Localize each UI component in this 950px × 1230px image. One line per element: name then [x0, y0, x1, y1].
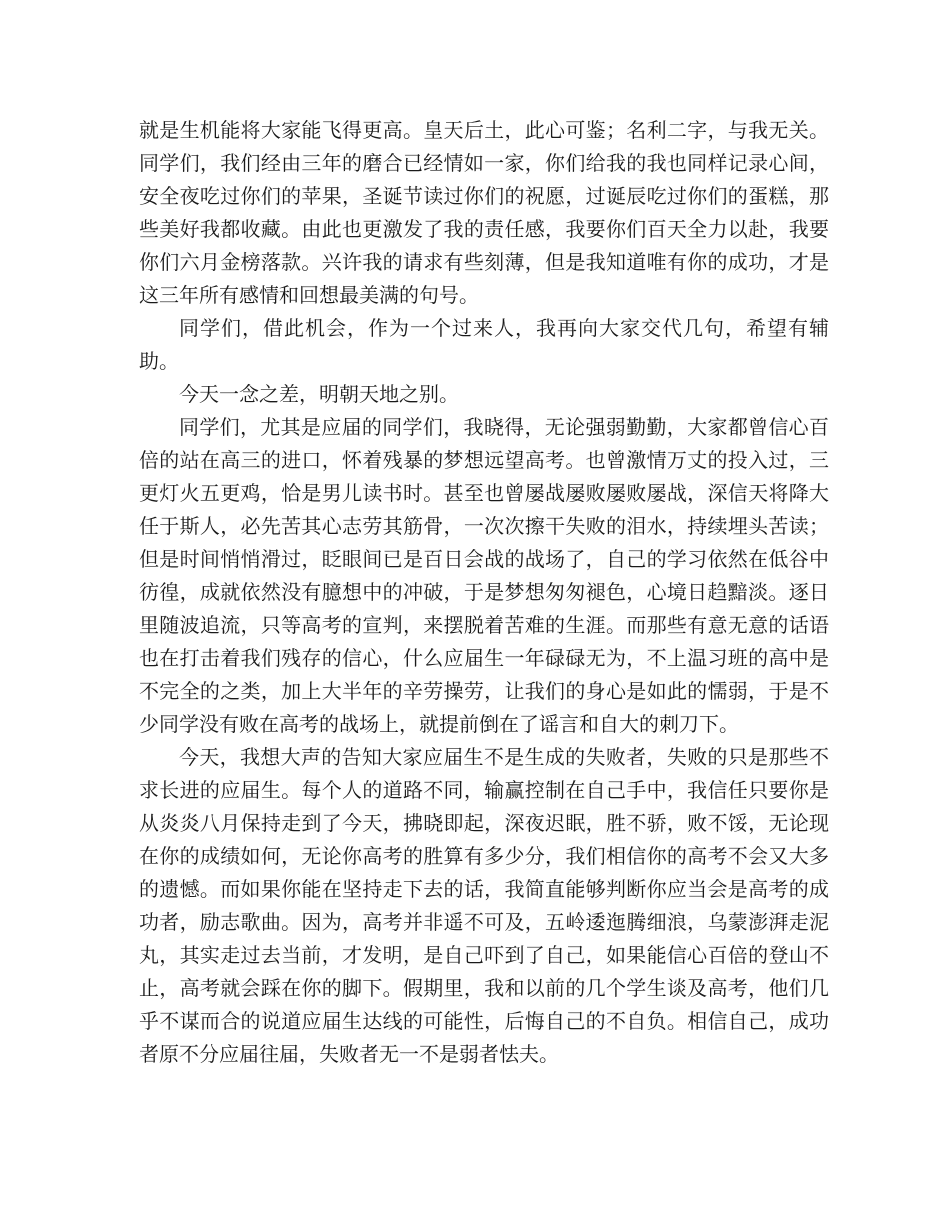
document-body	[139, 114, 829, 1071]
paragraph: 今天一念之差，明朝天地之别。	[179, 382, 459, 406]
paragraph: 今天，我想大声的告知大家应届生不是生成的失败者，失败的只是那些不求长进的应届生。每个人的道路不同，输赢控制在自己手中，我信任只要你是从炎炎八月保持走到了今天，拂晓即起，深夜迟眠，胜不骄，败不馁，无论现在你的成绩如何，无论你高考的胜算有多少分，我们相信你的高考不会又大多的遗憾。而如果你能在坚持走下去的话，我简直能够判断你应当会是高考的成功者，励志歌曲。因为，高考并非遥不可及，五岭逶迤腾细浪，乌蒙澎湃走泥丸，其实走过去当前，才发明，是自己吓到了自己，如果能信心百倍的登山不止，高考就会踩在你的脚下。假期里，我和以前的几个学生谈及高考，他们几乎不谋而合的说道应届生达线的可能性，后悔自己的不自负。相信自己，成功者原不分应届往届，失败者无一不是弱者怯夫。	[139, 745, 829, 1066]
paragraph: 同学们，尤其是应届的同学们，我晓得，无论强弱勤勤，大家都曾信心百倍的站在高三的进口，怀着残暴的梦想远望高考。也曾激情万丈的投入过，三更灯火五更鸡，恰是男儿读书时。甚至也曾屡战屡败屡败屡战，深信天将降大任于斯人，必先苦其心志劳其筋骨，一次次擦干失败的泪水，持续埋头苦读；但是时间悄悄滑过，眨眼间已是百日会战的战场了，自己的学习依然在低谷中彷徨，成就依然没有臆想中的冲破，于是梦想匆匆褪色，心境日趋黯淡。逐日里随波追流，只等高考的宣判，来摆脱着苦难的生涯。而那些有意无意的话语也在打击着我们残存的信心，什么应届生一年碌碌无为，不上温习班的高中是不完全的之类，加上大半年的辛劳操劳，让我们的身心是如此的懦弱，于是不少同学没有败在高考的战场上，就提前倒在了谣言和自大的刺刀下。	[139, 415, 829, 736]
paragraph: 同学们，借此机会，作为一个过来人，我再向大家交代几句，希望有辅助。	[139, 316, 829, 373]
paragraph-continuation: 就是生机能将大家能飞得更高。皇天后土，此心可鉴；名利二字，与我无关。同学们，我们经由三年的磨合已经情如一家，你们给我的我也同样记录心间，安全夜吃过你们的苹果，圣诞节读过你们的祝愿，过诞辰吃过你们的蛋糕，那些美好我都收藏。由此也更激发了我的责任感，我要你们百天全力以赴，我要你们六月金榜落款。兴许我的请求有些刻薄，但是我知道唯有你的成功，才是这三年所有感情和回想最美满的句号。	[139, 118, 829, 307]
